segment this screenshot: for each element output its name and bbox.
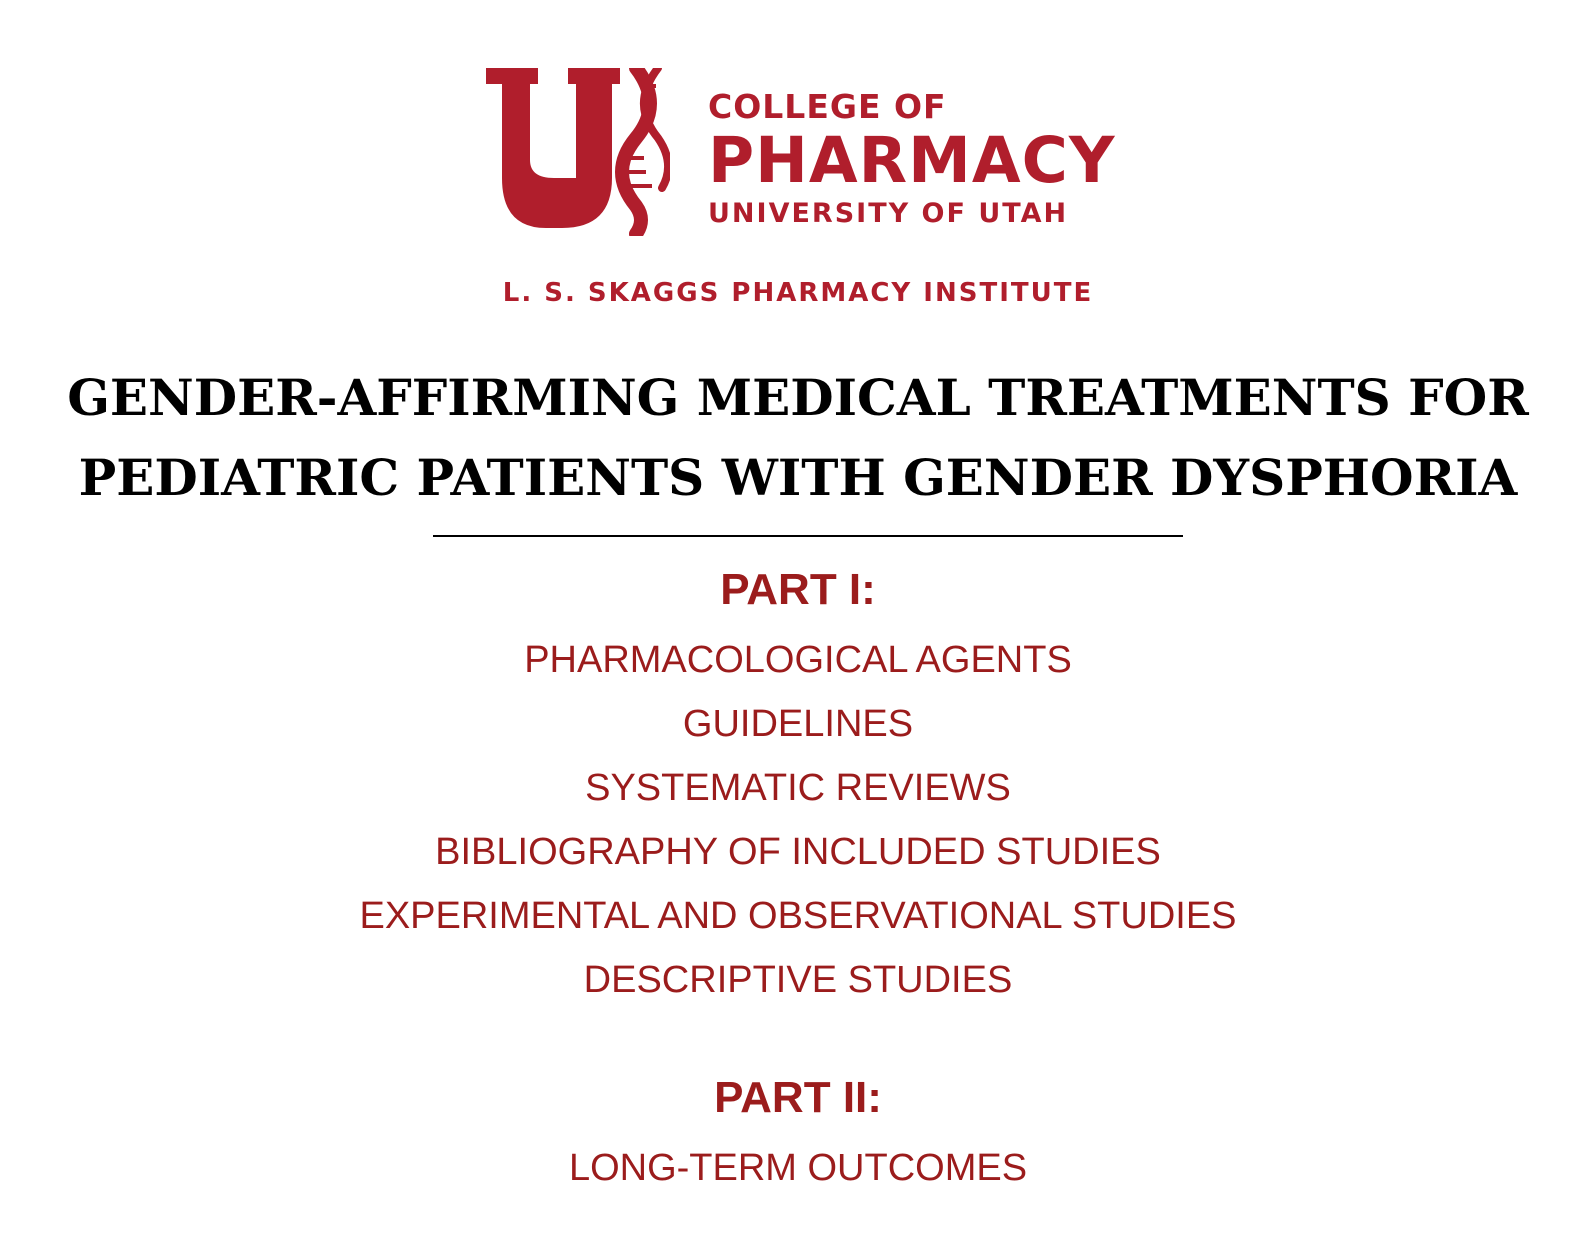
title-divider (433, 535, 1183, 537)
part-1-item: PHARMACOLOGICAL AGENTS (524, 639, 1072, 681)
part-1-item: BIBLIOGRAPHY OF INCLUDED STUDIES (435, 831, 1161, 873)
part-1-list (0, 628, 1596, 1012)
part-1-item: SYSTEMATIC REVIEWS (585, 767, 1011, 809)
part-1-item: GUIDELINES (682, 703, 914, 745)
university-u-dna-icon (486, 68, 670, 236)
title-line-2: PEDIATRIC PATIENTS WITH GENDER DYSPHORIA (78, 448, 1518, 507)
title-line-1: GENDER-AFFIRMING MEDICAL TREATMENTS FOR (67, 368, 1529, 427)
institute-name: L. S. SKAGGS PHARMACY INSTITUTE (502, 278, 1094, 308)
logo-wordmark (708, 87, 1116, 229)
part-1-heading: PART I: (720, 565, 876, 614)
part-2-list (0, 1136, 1596, 1200)
part-2-item: LONG-TERM OUTCOMES (568, 1147, 1028, 1189)
logo-pharmacy: PHARMACY (708, 124, 1116, 197)
part-1-item: DESCRIPTIVE STUDIES (583, 959, 1013, 1001)
part-1-item: EXPERIMENTAL AND OBSERVATIONAL STUDIES (359, 895, 1237, 937)
logo-university: UNIVERSITY OF UTAH (708, 198, 1069, 229)
part-2-heading: PART II: (714, 1073, 882, 1122)
page-title (0, 358, 1596, 518)
college-logo (486, 68, 1126, 238)
logo-college-of: COLLEGE OF (708, 87, 947, 126)
